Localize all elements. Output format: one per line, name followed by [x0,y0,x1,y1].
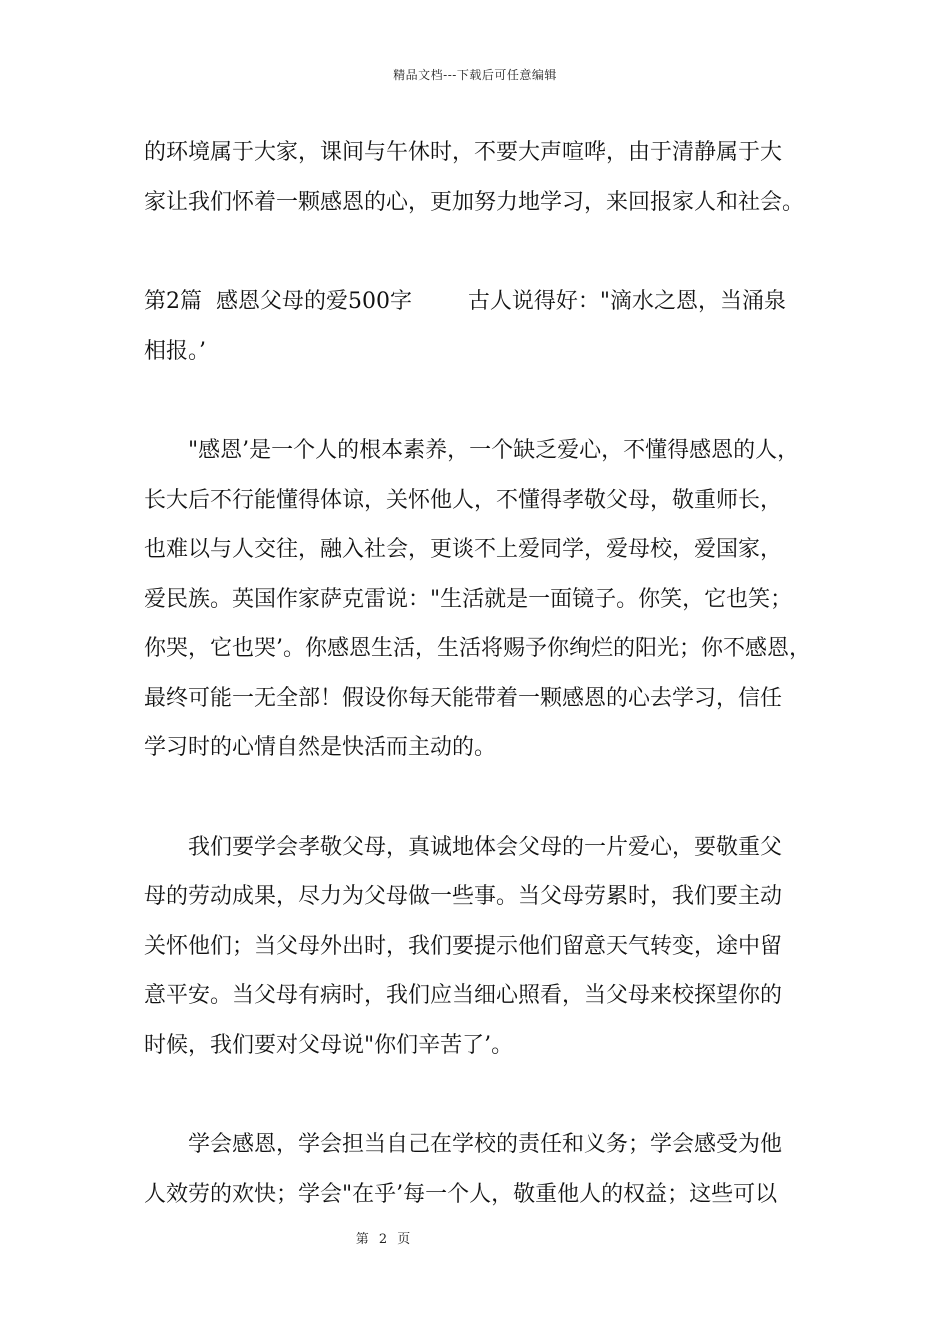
page-header: 精品文档---下载后可任意编辑 [393,68,557,82]
text-line: 我们要学会孝敬父母，真诚地体会父母的一片爱心，要敬重父 [188,834,783,860]
text-line: 意平安。当父母有病时，我们应当细心照看，当父母来校探望你的 [144,983,783,1008]
text-line: 长大后不行能懂得体谅，关怀他人，不懂得孝敬父母，敬重师长， [144,487,783,513]
text-line: 第2篇 感恩父母的爱500字 古人说得好："滴水之恩，当涌泉 [144,289,787,314]
text-line: 你哭，它也哭’。你感恩生活，生活将赐予你绚烂的阳光；你不感恩， [144,636,811,661]
page-number: 2 [378,1232,388,1247]
text-line: 相报。’ [144,338,206,364]
paragraph-gap [144,1070,824,1120]
text-line: 也难以与人交往，融入社会，更谈不上爱同学，爱母校，爱国家， [144,537,783,562]
text-line: 母的劳动成果，尽力为父母做一些事。当父母劳累时，我们要主动 [144,884,783,909]
text-line: 学会感恩，学会担当自己在学校的责任和义务；学会感受为他 [188,1132,783,1157]
text-line: "感恩’是一个人的根本素养，一个缺乏爱心，不懂得感恩的人， [188,438,800,463]
text-line: 爱民族。英国作家萨克雷说："生活就是一面镜子。你笑，它也笑； [144,586,793,612]
text-line: 最终可能一无全部！假设你每天能带着一颗感恩的心去学习，信任 [144,685,783,711]
page-number-suffix: 页 [397,1232,411,1247]
page-footer [0,1228,766,1247]
paragraph-1 [144,128,824,227]
page-number-prefix: 第 [355,1232,369,1247]
text-line: 的环境属于大家，课间与午休时，不要大声喧哗，由于清静属于大 [144,140,783,165]
paragraph-gap [144,227,824,277]
paragraph-4 [144,823,824,1071]
document-body [144,128,824,1219]
paragraph-gap [144,773,824,823]
text-line: 关怀他们；当父母外出时，我们要提示他们留意天气转变，途中留 [144,933,783,959]
paragraph-3 [144,426,824,773]
paragraph-2-title [144,277,824,376]
text-line: 家让我们怀着一颗感恩的心，更加努力地学习，来回报家人和社会。 [144,189,805,215]
text-line: 学习时的心情自然是快活而主动的。 [144,735,497,760]
paragraph-5 [144,1120,824,1219]
paragraph-gap [144,376,824,426]
text-line: 人效劳的欢快；学会"在乎’每一个人，敬重他人的权益；这些可以 [144,1181,778,1207]
text-line: 时候，我们要对父母说"你们辛苦了’。 [144,1032,514,1058]
